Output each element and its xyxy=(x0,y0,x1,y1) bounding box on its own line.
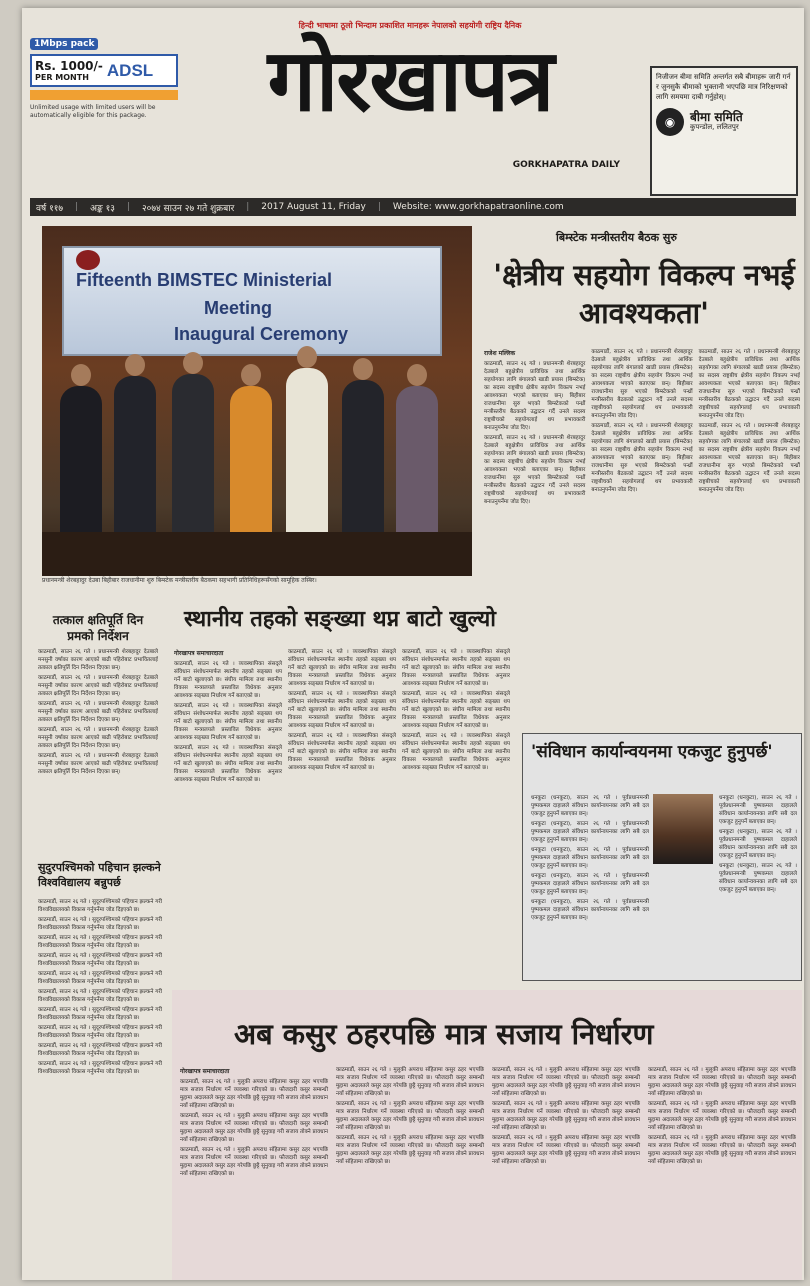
university-headline[interactable]: सुदुरपश्चिमको पहिचान झल्कने विश्वविद्यालय बन्नुपर्छ xyxy=(38,861,161,889)
compensation-body-repeat: काठमाडौं, साउन २६ गते । प्रधानमन्त्री शेरबहादुर देउबाले मनसुनी वर्षाका कारण आएको बाढी पहिरोबाट प्रभावितलाई तत्काल क्षतिपूर्ति दिन निर्देशन दिएका छन्। xyxy=(38,727,158,749)
banner-line-3: Inaugural Ceremony xyxy=(174,324,349,344)
compensation-body-repeat: काठमाडौं, साउन २६ गते । प्रधानमन्त्री शेरबहादुर देउबाले मनसुनी वर्षाका कारण आएको बाढी पहिरोबाट प्रभावितलाई तत्काल क्षतिपूर्ति दिन निर्देशन दिएका छन्। xyxy=(38,675,158,697)
compensation-body-repeat: काठमाडौं, साउन २६ गते । प्रधानमन्त्री शेरबहादुर देउबाले मनसुनी वर्षाका कारण आएको बाढी पहिरोबाट प्रभावितलाई तत्काल क्षतिपूर्ति दिन निर्देशन दिएका छन्। xyxy=(38,753,158,775)
constitution-article-left xyxy=(531,794,649,974)
local-levels-body-repeat: काठमाडौं, साउन २६ गते । व्यवस्थापिका संसद्ले संविधान संशोधनमार्फत स्थानीय तहको सङ्ख्या थप गर्ने बाटो खुलाएको छ। संघीय मामिला तथा स्थानीय विकास मन्त्रालयले प्रस्तावित विधेयक अनुसार आवश्यक सङ्ख्या निर्धारण गर्ने बताएको छ। xyxy=(288,691,396,729)
person-figure xyxy=(172,374,214,536)
university-article xyxy=(38,898,162,1278)
date-english: 2017 August 11, Friday xyxy=(261,202,366,212)
local-levels-byline: गोरखापत्र समाचारदाता xyxy=(174,650,224,657)
banner-line-1: Fifteenth BIMSTEC Ministerial xyxy=(76,270,333,290)
sentencing-body-repeat: काठमाडौं, साउन २६ गते । मुलुकी अपराध संहितामा कसुर ठहर भएपछि मात्र सजाय निर्धारण गर्ने व्यवस्था गरिएको छ। फौजदारी कसुर सम्बन्धी मुद्दामा अदालतले कसुर ठहर गरेपछि छुट्टै सुनुवाइ गरी सजाय तोक्ने प्रावधान नयाँ संहितामा राखिएको छ। xyxy=(648,1135,796,1165)
local-levels-body-repeat: काठमाडौं, साउन २६ गते । व्यवस्थापिका संसद्ले संविधान संशोधनमार्फत स्थानीय तहको सङ्ख्या थप गर्ने बाटो खुलाएको छ। संघीय मामिला तथा स्थानीय विकास मन्त्रालयले प्रस्तावित विधेयक अनुसार आवश्यक सङ्ख्या निर्धारण गर्ने बताएको छ। xyxy=(402,649,510,687)
constitution-body-repeat: धनकुटा (धनकुटा), साउन २६ गते । पूर्वप्रधानमन्त्री पुष्पकमल दाहालले संविधान कार्यान्वयनका लागि सबै दल एकजुट हुनुपर्ने बताएका छन्। xyxy=(719,829,797,859)
university-body-repeat: काठमाडौं, साउन २६ गते । सुदूरपश्चिमको पहिचान झल्कने गरी विश्वविद्यालयको विकास गर्नुपर्नेमा जोड दिइएको छ। xyxy=(38,935,162,949)
university-body-repeat: काठमाडौं, साउन २६ गते । सुदूरपश्चिमको पहिचान झल्कने गरी विश्वविद्यालयको विकास गर्नुपर्नेमा जोड दिइएको छ। xyxy=(38,1043,162,1057)
person-figure xyxy=(396,386,438,536)
university-body-repeat: काठमाडौं, साउन २६ गते । सुदूरपश्चिमको पहिचान झल्कने गरी विश्वविद्यालयको विकास गर्नुपर्नेमा जोड दिइएको छ। xyxy=(38,1061,162,1075)
adsl-badge: 1Mbps pack xyxy=(30,38,98,50)
bimstec-byline: राजेश मल्लिक xyxy=(484,350,516,357)
constitution-headline: 'संविधान कार्यान्वयनमा एकजुट हुनुपर्छ' xyxy=(531,742,773,762)
university-body: काठमाडौं, साउन २६ गते । सुदूरपश्चिमको पहिचान झल्कने गरी विश्वविद्यालयको विकास गर्नुपर्नेमा जोड दिइएको छ। xyxy=(38,899,162,913)
bimstec-body-repeat: काठमाडौं, साउन २६ गते । प्रधानमन्त्री शेरबहादुर देउबाले बहुक्षेत्रीय प्राविधिक तथा आर्थिक सहयोगका लागि बंगालको खाडी प्रयास (बिम्स्टेक) का सदस्य राष्ट्रबीच क्षेत्रीय सहयोग विकल्प नभई आवश्यकता भएको बताएका छन्। बिहीबार राजधानीमा सुरु भएको बिम्स्टेकको पन्ध्रौं मन्त्रीस्तरीय बैठकको उद्घाटन गर्दै उनले सदस्य राष्ट्रबीचको सहयोगलाई थप प्रभावकारी बनाउनुपर्नेमा जोड दिए। xyxy=(698,349,800,419)
photo-table xyxy=(42,532,472,576)
university-body-repeat: काठमाडौं, साउन २६ गते । सुदूरपश्चिमको पहिचान झल्कने गरी विश्वविद्यालयको विकास गर्नुपर्नेमा जोड दिइएको छ। xyxy=(38,953,162,967)
issue-number: अङ्क १३ xyxy=(90,203,115,214)
newspaper-page xyxy=(22,8,804,1280)
local-levels-body-repeat: काठमाडौं, साउन २६ गते । व्यवस्थापिका संसद्ले संविधान संशोधनमार्फत स्थानीय तहको सङ्ख्या थप गर्ने बाटो खुलाएको छ। संघीय मामिला तथा स्थानीय विकास मन्त्रालयले प्रस्तावित विधेयक अनुसार आवश्यक सङ्ख्या निर्धारण गर्ने बताएको छ। xyxy=(402,691,510,729)
insurance-address: कुपन्डोल, ललितपुर xyxy=(690,123,739,131)
insurance-notice: निजीजन बीमा समिति अन्तर्गत सबै बीमाहरू जारी गर्न र जुनसुकै बीमाको भुक्तानी भएपछि मात्र निरिक्षणको लागि समयमा दाबी गर्नुहोस्। xyxy=(656,73,791,101)
masthead-tagline: हिन्दी भाषामा ठूलो भिन्दाम प्रकाशित मानहरू नेपालको सहयोगी राष्ट्रिय दैनिक xyxy=(298,21,522,30)
banner-line-2: Meeting xyxy=(204,298,273,318)
constitution-body-repeat: धनकुटा (धनकुटा), साउन २६ गते । पूर्वप्रधानमन्त्री पुष्पकमल दाहालले संविधान कार्यान्वयनका लागि सबै दल एकजुट हुनुपर्ने बताएका छन्। xyxy=(719,795,797,825)
adsl-price: Rs. 1000/- xyxy=(35,59,103,73)
insurance-logo-icon: ◉ xyxy=(656,108,684,136)
sentencing-body-repeat: काठमाडौं, साउन २६ गते । मुलुकी अपराध संहितामा कसुर ठहर भएपछि मात्र सजाय निर्धारण गर्ने व्यवस्था गरिएको छ। फौजदारी कसुर सम्बन्धी मुद्दामा अदालतले कसुर ठहर गरेपछि छुट्टै सुनुवाइ गरी सजाय तोक्ने प्रावधान नयाँ संहितामा राखिएको छ। xyxy=(336,1135,484,1165)
sentencing-body-repeat: काठमाडौं, साउन २६ गते । मुलुकी अपराध संहितामा कसुर ठहर भएपछि मात्र सजाय निर्धारण गर्ने व्यवस्था गरिएको छ। फौजदारी कसुर सम्बन्धी मुद्दामा अदालतले कसुर ठहर गरेपछि छुट्टै सुनुवाइ गरी सजाय तोक्ने प्रावधान नयाँ संहितामा राखिएको छ। xyxy=(336,1101,484,1131)
person-figure xyxy=(114,376,156,536)
adsl-note: Unlimited usage with limited users will be automatically eligible for this package. xyxy=(30,104,156,119)
constitution-story-box[interactable] xyxy=(522,733,802,981)
constitution-article-right xyxy=(719,794,797,974)
masthead-english: GORKHAPATRA DAILY xyxy=(512,160,620,170)
local-levels-body-repeat: काठमाडौं, साउन २६ गते । व्यवस्थापिका संसद्ले संविधान संशोधनमार्फत स्थानीय तहको सङ्ख्या थप गर्ने बाटो खुलाएको छ। संघीय मामिला तथा स्थानीय विकास मन्त्रालयले प्रस्तावित विधेयक अनुसार आवश्यक सङ्ख्या निर्धारण गर्ने बताएको छ। xyxy=(174,703,282,741)
bimstec-headline[interactable]: 'क्षेत्रीय सहयोग विकल्प नभई आवश्यकता' xyxy=(493,258,795,330)
compensation-headline[interactable]: तत्काल क्षतिपूर्ति दिन प्रमको निर्देशन xyxy=(52,613,144,643)
sentencing-byline: गोरखापत्र समाचारदाता xyxy=(180,1068,230,1075)
university-body-repeat: काठमाडौं, साउन २६ गते । सुदूरपश्चिमको पहिचान झल्कने गरी विश्वविद्यालयको विकास गर्नुपर्नेमा जोड दिइएको छ। xyxy=(38,989,162,1003)
compensation-body: काठमाडौं, साउन २६ गते । प्रधानमन्त्री शेरबहादुर देउबाले मनसुनी वर्षाका कारण आएको बाढी पहिरोबाट प्रभावितलाई तत्काल क्षतिपूर्ति दिन निर्देशन दिएका छन्। xyxy=(38,649,158,671)
adsl-stripe xyxy=(30,90,178,100)
insurance-org-name: बीमा समिति xyxy=(690,110,743,124)
sentencing-body: काठमाडौं, साउन २६ गते । मुलुकी अपराध संहितामा कसुर ठहर भएपछि मात्र सजाय निर्धारण गर्ने व्यवस्था गरिएको छ। फौजदारी कसुर सम्बन्धी मुद्दामा अदालतले कसुर ठहर गरेपछि छुट्टै सुनुवाइ गरी सजाय तोक्ने प्रावधान नयाँ संहितामा राखिएको छ। xyxy=(180,1079,328,1109)
local-levels-body-repeat: काठमाडौं, साउन २६ गते । व्यवस्थापिका संसद्ले संविधान संशोधनमार्फत स्थानीय तहको सङ्ख्या थप गर्ने बाटो खुलाएको छ। संघीय मामिला तथा स्थानीय विकास मन्त्रालयले प्रस्तावित विधेयक अनुसार आवश्यक सङ्ख्या निर्धारण गर्ने बताएको छ। xyxy=(288,733,396,771)
masthead xyxy=(190,20,630,170)
adsl-product: ADSL xyxy=(106,60,154,80)
university-body-repeat: काठमाडौं, साउन २६ गते । सुदूरपश्चिमको पहिचान झल्कने गरी विश्वविद्यालयको विकास गर्नुपर्नेमा जोड दिइएको छ। xyxy=(38,1007,162,1021)
bimstec-body: काठमाडौं, साउन २६ गते । प्रधानमन्त्री शेरबहादुर देउबाले बहुक्षेत्रीय प्राविधिक तथा आर्थिक सहयोगका लागि बंगालको खाडी प्रयास (बिम्स्टेक) का सदस्य राष्ट्रबीच क्षेत्रीय सहयोग विकल्प नभई आवश्यकता भएको बताएका छन्। बिहीबार राजधानीमा सुरु भएको बिम्स्टेकको पन्ध्रौं मन्त्रीस्तरीय बैठकको उद्घाटन गर्दै उनले सदस्य राष्ट्रबीचको सहयोगलाई थप प्रभावकारी बनाउनुपर्नेमा जोड दिए। xyxy=(484,361,586,431)
constitution-body-repeat: धनकुटा (धनकुटा), साउन २६ गते । पूर्वप्रधानमन्त्री पुष्पकमल दाहालले संविधान कार्यान्वयनका लागि सबै दल एकजुट हुनुपर्ने बताएका छन्। xyxy=(531,847,649,869)
lead-photo[interactable] xyxy=(42,226,472,576)
adsl-per: PER MONTH xyxy=(35,73,89,82)
photo-caption: प्रधानमन्त्री शेरबहादुर देउबा बिहीबार राजधानीमा शुरु बिम्स्टेक मन्त्रीस्तरीय बैठकमा सहभागी प्रतिनिधिहरूसँगको सामूहिक तस्बिर। xyxy=(42,577,317,584)
issue-year: वर्ष ११७ xyxy=(36,203,64,214)
sentencing-body-repeat: काठमाडौं, साउन २६ गते । मुलुकी अपराध संहितामा कसुर ठहर भएपछि मात्र सजाय निर्धारण गर्ने व्यवस्था गरिएको छ। फौजदारी कसुर सम्बन्धी मुद्दामा अदालतले कसुर ठहर गरेपछि छुट्टै सुनुवाइ गरी सजाय तोक्ने प्रावधान नयाँ संहितामा राखिएको छ। xyxy=(492,1135,640,1165)
constitution-body-repeat: धनकुटा (धनकुटा), साउन २६ गते । पूर्वप्रधानमन्त्री पुष्पकमल दाहालले संविधान कार्यान्वयनका लागि सबै दल एकजुट हुनुपर्ने बताएका छन्। xyxy=(531,873,649,895)
sentencing-body-repeat: काठमाडौं, साउन २६ गते । मुलुकी अपराध संहितामा कसुर ठहर भएपछि मात्र सजाय निर्धारण गर्ने व्यवस्था गरिएको छ। फौजदारी कसुर सम्बन्धी मुद्दामा अदालतले कसुर ठहर गरेपछि छुट्टै सुनुवाइ गरी सजाय तोक्ने प्रावधान नयाँ संहितामा राखिएको छ। xyxy=(336,1067,484,1097)
nepal-emblem-icon xyxy=(76,250,100,270)
bimstec-body-repeat: काठमाडौं, साउन २६ गते । प्रधानमन्त्री शेरबहादुर देउबाले बहुक्षेत्रीय प्राविधिक तथा आर्थिक सहयोगका लागि बंगालको खाडी प्रयास (बिम्स्टेक) का सदस्य राष्ट्रबीच क्षेत्रीय सहयोग विकल्प नभई आवश्यकता भएको बताएका छन्। बिहीबार राजधानीमा सुरु भएको बिम्स्टेकको पन्ध्रौं मन्त्रीस्तरीय बैठकको उद्घाटन गर्दै उनले सदस्य राष्ट्रबीचको सहयोगलाई थप प्रभावकारी बनाउनुपर्नेमा जोड दिए। xyxy=(591,423,693,493)
insurance-advertisement[interactable] xyxy=(650,66,798,196)
adsl-price-box xyxy=(30,54,178,87)
bimstec-body-repeat: काठमाडौं, साउन २६ गते । प्रधानमन्त्री शेरबहादुर देउबाले बहुक्षेत्रीय प्राविधिक तथा आर्थिक सहयोगका लागि बंगालको खाडी प्रयास (बिम्स्टेक) का सदस्य राष्ट्रबीच क्षेत्रीय सहयोग विकल्प नभई आवश्यकता भएको बताएका छन्। बिहीबार राजधानीमा सुरु भएको बिम्स्टेकको पन्ध्रौं मन्त्रीस्तरीय बैठकको उद्घाटन गर्दै उनले सदस्य राष्ट्रबीचको सहयोगलाई थप प्रभावकारी बनाउनुपर्नेमा जोड दिए। xyxy=(484,435,586,505)
adsl-advertisement[interactable] xyxy=(30,38,178,178)
local-levels-article xyxy=(174,648,510,978)
person-figure xyxy=(286,368,328,536)
sentencing-body-repeat: काठमाडौं, साउन २६ गते । मुलुकी अपराध संहितामा कसुर ठहर भएपछि मात्र सजाय निर्धारण गर्ने व्यवस्था गरिएको छ। फौजदारी कसुर सम्बन्धी मुद्दामा अदालतले कसुर ठहर गरेपछि छुट्टै सुनुवाइ गरी सजाय तोक्ने प्रावधान नयाँ संहितामा राखिएको छ। xyxy=(180,1113,328,1143)
sentencing-body-repeat: काठमाडौं, साउन २६ गते । मुलुकी अपराध संहितामा कसुर ठहर भएपछि मात्र सजाय निर्धारण गर्ने व्यवस्था गरिएको छ। फौजदारी कसुर सम्बन्धी मुद्दामा अदालतले कसुर ठहर गरेपछि छुट्टै सुनुवाइ गरी सजाय तोक्ने प्रावधान नयाँ संहितामा राखिएको छ। xyxy=(492,1067,640,1097)
compensation-body-repeat: काठमाडौं, साउन २६ गते । प्रधानमन्त्री शेरबहादुर देउबाले मनसुनी वर्षाका कारण आएको बाढी पहिरोबाट प्रभावितलाई तत्काल क्षतिपूर्ति दिन निर्देशन दिएका छन्। xyxy=(38,701,158,723)
local-levels-headline[interactable]: स्थानीय तहको सङ्ख्या थप्न बाटो खुल्यो xyxy=(184,606,496,632)
bimstec-body-repeat: काठमाडौं, साउन २६ गते । प्रधानमन्त्री शेरबहादुर देउबाले बहुक्षेत्रीय प्राविधिक तथा आर्थिक सहयोगका लागि बंगालको खाडी प्रयास (बिम्स्टेक) का सदस्य राष्ट्रबीच क्षेत्रीय सहयोग विकल्प नभई आवश्यकता भएको बताएका छन्। बिहीबार राजधानीमा सुरु भएको बिम्स्टेकको पन्ध्रौं मन्त्रीस्तरीय बैठकको उद्घाटन गर्दै उनले सदस्य राष्ट्रबीचको सहयोगलाई थप प्रभावकारी बनाउनुपर्नेमा जोड दिए। xyxy=(698,423,800,493)
local-levels-body-repeat: काठमाडौं, साउन २६ गते । व्यवस्थापिका संसद्ले संविधान संशोधनमार्फत स्थानीय तहको सङ्ख्या थप गर्ने बाटो खुलाएको छ। संघीय मामिला तथा स्थानीय विकास मन्त्रालयले प्रस्तावित विधेयक अनुसार आवश्यक सङ्ख्या निर्धारण गर्ने बताएको छ। xyxy=(174,745,282,783)
compensation-article xyxy=(38,648,158,853)
bimstec-banner xyxy=(62,246,442,356)
masthead-title: गोरखापत्र xyxy=(267,30,553,131)
university-body-repeat: काठमाडौं, साउन २६ गते । सुदूरपश्चिमको पहिचान झल्कने गरी विश्वविद्यालयको विकास गर्नुपर्नेमा जोड दिइएको छ। xyxy=(38,1025,162,1039)
dateline-bar: वर्ष ११७ | अङ्क १३ | २०७४ साउन २७ गते शुक्रबार | 2017 August 11, Friday | Website: www.gorkhapatraonline.com xyxy=(30,198,796,216)
bimstec-article xyxy=(484,348,800,598)
constitution-body: धनकुटा (धनकुटा), साउन २६ गते । पूर्वप्रधानमन्त्री पुष्पकमल दाहालले संविधान कार्यान्वयनका लागि सबै दल एकजुट हुनुपर्ने बताएका छन्। xyxy=(531,795,649,817)
university-body-repeat: काठमाडौं, साउन २६ गते । सुदूरपश्चिमको पहिचान झल्कने गरी विश्वविद्यालयको विकास गर्नुपर्नेमा जोड दिइएको छ। xyxy=(38,971,162,985)
sentencing-body-repeat: काठमाडौं, साउन २६ गते । मुलुकी अपराध संहितामा कसुर ठहर भएपछि मात्र सजाय निर्धारण गर्ने व्यवस्था गरिएको छ। फौजदारी कसुर सम्बन्धी मुद्दामा अदालतले कसुर ठहर गरेपछि छुट्टै सुनुवाइ गरी सजाय तोक्ने प्रावधान नयाँ संहितामा राखिएको छ। xyxy=(492,1101,640,1131)
portrait-photo xyxy=(653,794,713,864)
date-nepali: २०७४ साउन २७ गते शुक्रबार xyxy=(142,203,235,214)
university-body-repeat: काठमाडौं, साउन २६ गते । सुदूरपश्चिमको पहिचान झल्कने गरी विश्वविद्यालयको विकास गर्नुपर्नेमा जोड दिइएको छ। xyxy=(38,917,162,931)
person-figure xyxy=(60,386,102,536)
sentencing-article xyxy=(180,1066,796,1276)
person-figure xyxy=(230,386,272,536)
sentencing-body-repeat: काठमाडौं, साउन २६ गते । मुलुकी अपराध संहितामा कसुर ठहर भएपछि मात्र सजाय निर्धारण गर्ने व्यवस्था गरिएको छ। फौजदारी कसुर सम्बन्धी मुद्दामा अदालतले कसुर ठहर गरेपछि छुट्टै सुनुवाइ गरी सजाय तोक्ने प्रावधान नयाँ संहितामा राखिएको छ। xyxy=(648,1067,796,1097)
local-levels-body-repeat: काठमाडौं, साउन २६ गते । व्यवस्थापिका संसद्ले संविधान संशोधनमार्फत स्थानीय तहको सङ्ख्या थप गर्ने बाटो खुलाएको छ। संघीय मामिला तथा स्थानीय विकास मन्त्रालयले प्रस्तावित विधेयक अनुसार आवश्यक सङ्ख्या निर्धारण गर्ने बताएको छ। xyxy=(288,649,396,687)
local-levels-body: काठमाडौं, साउन २६ गते । व्यवस्थापिका संसद्ले संविधान संशोधनमार्फत स्थानीय तहको सङ्ख्या थप गर्ने बाटो खुलाएको छ। संघीय मामिला तथा स्थानीय विकास मन्त्रालयले प्रस्तावित विधेयक अनुसार आवश्यक सङ्ख्या निर्धारण गर्ने बताएको छ। xyxy=(174,661,282,699)
bimstec-kicker: बिम्स्टेक मन्त्रीस्तरीय बैठक सुरु xyxy=(556,231,677,244)
sentencing-body-repeat: काठमाडौं, साउन २६ गते । मुलुकी अपराध संहितामा कसुर ठहर भएपछि मात्र सजाय निर्धारण गर्ने व्यवस्था गरिएको छ। फौजदारी कसुर सम्बन्धी मुद्दामा अदालतले कसुर ठहर गरेपछि छुट्टै सुनुवाइ गरी सजाय तोक्ने प्रावधान नयाँ संहितामा राखिएको छ। xyxy=(648,1101,796,1131)
sentencing-headline[interactable]: अब कसुर ठहरपछि मात्र सजाय निर्धारण xyxy=(234,1017,654,1051)
constitution-body-repeat: धनकुटा (धनकुटा), साउन २६ गते । पूर्वप्रधानमन्त्री पुष्पकमल दाहालले संविधान कार्यान्वयनका लागि सबै दल एकजुट हुनुपर्ने बताएका छन्। xyxy=(531,821,649,843)
bimstec-body-repeat: काठमाडौं, साउन २६ गते । प्रधानमन्त्री शेरबहादुर देउबाले बहुक्षेत्रीय प्राविधिक तथा आर्थिक सहयोगका लागि बंगालको खाडी प्रयास (बिम्स्टेक) का सदस्य राष्ट्रबीच क्षेत्रीय सहयोग विकल्प नभई आवश्यकता भएको बताएका छन्। बिहीबार राजधानीमा सुरु भएको बिम्स्टेकको पन्ध्रौं मन्त्रीस्तरीय बैठकको उद्घाटन गर्दै उनले सदस्य राष्ट्रबीचको सहयोगलाई थप प्रभावकारी बनाउनुपर्नेमा जोड दिए। xyxy=(591,349,693,419)
person-figure xyxy=(342,380,384,536)
constitution-body-repeat: धनकुटा (धनकुटा), साउन २६ गते । पूर्वप्रधानमन्त्री पुष्पकमल दाहालले संविधान कार्यान्वयनका लागि सबै दल एकजुट हुनुपर्ने बताएका छन्। xyxy=(719,863,797,893)
website-link[interactable]: Website: www.gorkhapatraonline.com xyxy=(392,202,564,212)
constitution-body-repeat: धनकुटा (धनकुटा), साउन २६ गते । पूर्वप्रधानमन्त्री पुष्पकमल दाहालले संविधान कार्यान्वयनका लागि सबै दल एकजुट हुनुपर्ने बताएका छन्। xyxy=(531,899,649,921)
insurance-org xyxy=(656,108,792,136)
sentencing-body-repeat: काठमाडौं, साउन २६ गते । मुलुकी अपराध संहितामा कसुर ठहर भएपछि मात्र सजाय निर्धारण गर्ने व्यवस्था गरिएको छ। फौजदारी कसुर सम्बन्धी मुद्दामा अदालतले कसुर ठहर गरेपछि छुट्टै सुनुवाइ गरी सजाय तोक्ने प्रावधान नयाँ संहितामा राखिएको छ। xyxy=(180,1147,328,1177)
local-levels-body-repeat: काठमाडौं, साउन २६ गते । व्यवस्थापिका संसद्ले संविधान संशोधनमार्फत स्थानीय तहको सङ्ख्या थप गर्ने बाटो खुलाएको छ। संघीय मामिला तथा स्थानीय विकास मन्त्रालयले प्रस्तावित विधेयक अनुसार आवश्यक सङ्ख्या निर्धारण गर्ने बताएको छ। xyxy=(402,733,510,771)
